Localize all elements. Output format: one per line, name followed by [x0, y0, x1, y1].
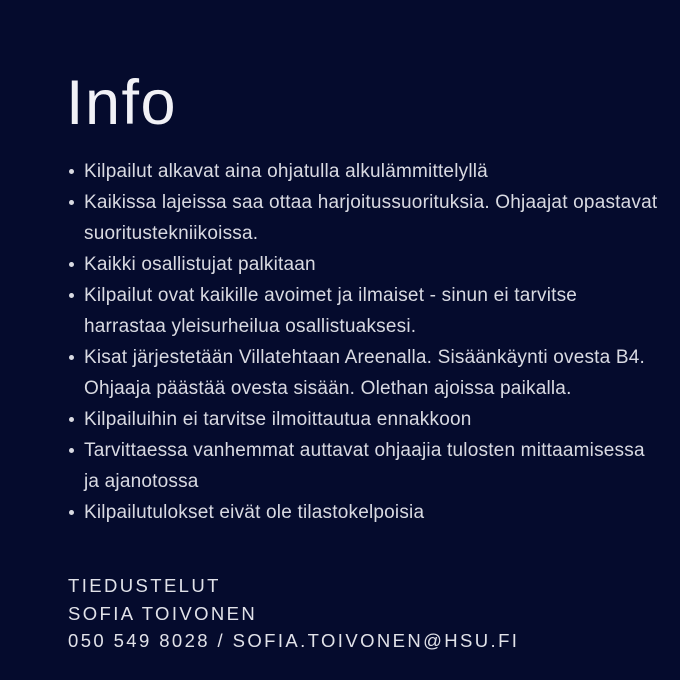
contact-heading: TIEDUSTELUT	[68, 575, 221, 596]
bullet-icon	[69, 200, 74, 205]
list-item	[68, 342, 664, 404]
list-item	[68, 187, 664, 249]
list-item	[68, 404, 664, 435]
bullet-icon	[69, 448, 74, 453]
bullet-icon	[69, 262, 74, 267]
contact-block	[68, 572, 519, 655]
list-item-text: Kaikki osallistujat palkitaan	[84, 254, 316, 275]
info-list	[68, 156, 664, 528]
list-item	[68, 280, 664, 342]
bullet-icon	[69, 293, 74, 298]
list-item	[68, 249, 664, 280]
list-item-text: Kilpailut alkavat aina ohjatulla alkulämmittelyllä	[84, 161, 488, 182]
bullet-icon	[69, 510, 74, 515]
list-item-text: Kilpailutulokset eivät ole tilastokelpoisia	[84, 502, 425, 523]
contact-name: SOFIA TOIVONEN	[68, 602, 258, 624]
list-item-text: Tarvittaessa vanhemmat auttavat ohjaajia tulosten mittaamisessa ja ajanotossa	[84, 440, 645, 492]
list-item	[68, 156, 664, 187]
list-item-text: Kilpailuihin ei tarvitse ilmoittautua ennakkoon	[84, 409, 472, 430]
page-title: Info	[66, 68, 178, 138]
list-item-text: Kisat järjestetään Villatehtaan Areenalla. Sisäänkäynti ovesta B4. Ohjaaja päästää ovesta sisään. Olethan ajoissa paikalla.	[84, 347, 646, 399]
bullet-icon	[69, 169, 74, 174]
list-item	[68, 497, 664, 528]
bullet-icon	[69, 417, 74, 422]
list-item	[68, 435, 664, 497]
list-item-text: Kaikissa lajeissa saa ottaa harjoitussuorituksia. Ohjaajat opastavat suoritustekniikoissa.	[84, 192, 658, 244]
contact-phone-email: 050 549 8028 / SOFIA.TOIVONEN@HSU.FI	[68, 630, 520, 651]
list-item-text: Kilpailut ovat kaikille avoimet ja ilmaiset - sinun ei tarvitse harrastaa yleisurheilua osallistuaksesi.	[84, 285, 578, 337]
bullet-icon	[69, 355, 74, 360]
